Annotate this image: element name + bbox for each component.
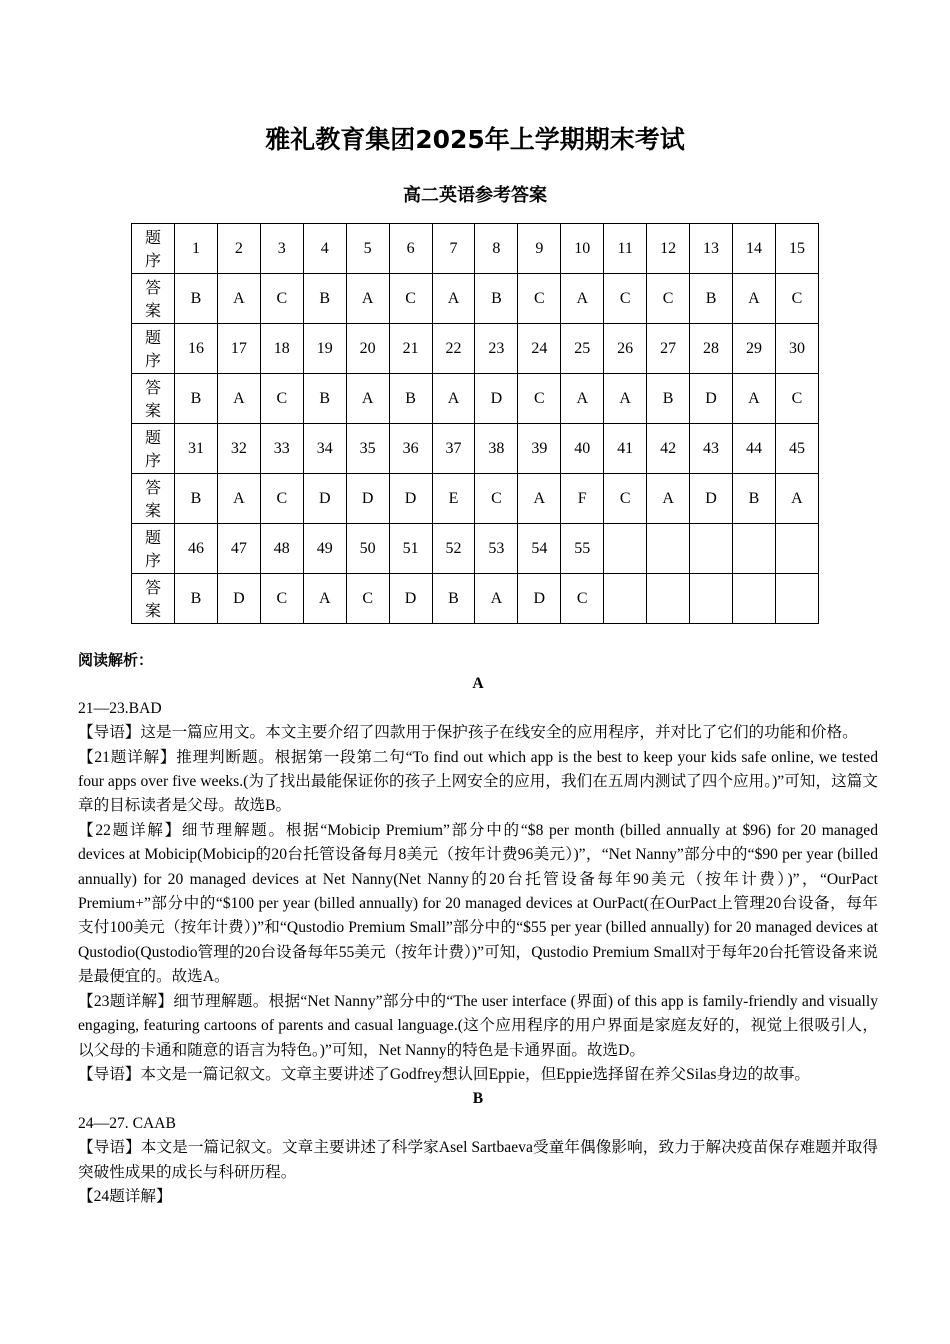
answer-cell: C <box>389 274 432 324</box>
answer-cell: B <box>175 374 218 424</box>
answer-cell: C <box>260 474 303 524</box>
question-number-cell: 19 <box>303 324 346 374</box>
page-subtitle: 高二英语参考答案 <box>403 185 547 206</box>
question-number-cell: 12 <box>647 224 690 274</box>
question-number-cell <box>775 524 818 574</box>
question-number-cell: 38 <box>475 424 518 474</box>
question-number-label <box>132 524 175 574</box>
section-a-label: A <box>472 675 484 693</box>
question-number-cell: 16 <box>175 324 218 374</box>
answer-label <box>132 474 175 524</box>
answer-cell: A <box>346 274 389 324</box>
question-number-cell: 34 <box>303 424 346 474</box>
answer-label <box>132 374 175 424</box>
answer-cell: C <box>260 574 303 624</box>
answer-cell: C <box>518 274 561 324</box>
label-char: 序 <box>144 250 161 270</box>
answer-label <box>132 274 175 324</box>
answer-cell: D <box>217 574 260 624</box>
answer-cell: C <box>604 274 647 324</box>
answer-cell: C <box>518 374 561 424</box>
question-number-cell: 20 <box>346 324 389 374</box>
answer-row <box>132 574 819 624</box>
answer-cell: D <box>303 474 346 524</box>
question-number-row <box>132 424 819 474</box>
answer-cell: A <box>518 474 561 524</box>
answer-label <box>132 574 175 624</box>
answer-cell <box>775 574 818 624</box>
answer-cell: A <box>561 274 604 324</box>
question-number-cell: 22 <box>432 324 475 374</box>
question-number-label <box>132 224 175 274</box>
question-number-cell: 9 <box>518 224 561 274</box>
question-number-cell: 45 <box>775 424 818 474</box>
answer-cell: A <box>561 374 604 424</box>
section-b-intro: 【导语】本文是一篇记叙文。文章主要讲述了科学家Asel Sartbaeva受童年偶像影响，致力于解决疫苗保存难题并取得突破性成果的成长与科研历程。 <box>78 1139 878 1181</box>
answer-cell: B <box>303 274 346 324</box>
question-number-cell: 54 <box>518 524 561 574</box>
question-number-cell: 44 <box>732 424 775 474</box>
answer-row <box>132 374 819 424</box>
q23-explanation: 【23题详解】细节理解题。根据“Net Nanny”部分中的“The user interface (界面) of this app is family-friendly and visually engaging, featuring cartoons of parents and casual language.(这个应用程序的用户界面是家庭友好的，视觉上很吸引人，以父母的卡通和随意的语言为特色。)”可知，Net Nanny的特色是卡通界面。故选D。 <box>78 992 878 1059</box>
question-number-cell: 47 <box>217 524 260 574</box>
label-char: 案 <box>144 600 161 620</box>
answer-cell: B <box>690 274 733 324</box>
answer-cell: A <box>432 274 475 324</box>
question-number-cell: 14 <box>732 224 775 274</box>
answer-cell: C <box>604 474 647 524</box>
answer-cell: B <box>647 374 690 424</box>
answer-cell: C <box>260 374 303 424</box>
question-number-cell: 55 <box>561 524 604 574</box>
question-number-cell: 33 <box>260 424 303 474</box>
answer-cell <box>690 574 733 624</box>
question-number-cell <box>604 524 647 574</box>
analysis-section <box>78 648 878 1209</box>
answer-cell: D <box>475 374 518 424</box>
question-number-row <box>132 324 819 374</box>
section-b-answers: 24—27. CAAB <box>78 1114 176 1132</box>
answer-cell: A <box>303 574 346 624</box>
question-number-cell <box>690 524 733 574</box>
answer-cell: A <box>732 374 775 424</box>
question-number-cell: 10 <box>561 224 604 274</box>
label-char: 案 <box>144 500 161 520</box>
answer-cell: C <box>346 574 389 624</box>
answer-cell: E <box>432 474 475 524</box>
answer-cell: A <box>346 374 389 424</box>
question-number-cell: 49 <box>303 524 346 574</box>
question-number-cell: 18 <box>260 324 303 374</box>
question-number-cell: 46 <box>175 524 218 574</box>
question-number-cell: 48 <box>260 524 303 574</box>
q22-explanation: 【22题详解】细节理解题。根据“Mobicip Premium”部分中的“$8 per month (billed annually at $96) for 20 managed devices at Mobicip(Mobicip的20台托管设备每月8美元（按年计费96美元）)”，“Net Nanny”部分中的“$90 per year (billed annually) for 20 managed devices at Net Nanny(Net Nanny的20台托管设备每年90美元（按年计费）)”，“OurPact Premium+”部分中的“$100 per year (billed annually) for 20 managed devices at OurPact(在OurPact上管理20台设备，每年支付100美元（按年计费）)”和“Qustodio Premium Small”部分中的“$55 per year (billed annually) for 20 managed devices at Qustodio(Qustodio管理的20台设备每年55美元（按年计费）)”可知，Qustodio Premium Small对于每年20台托管设备来说是最便宜的。故选A。 <box>78 821 878 986</box>
section-a-extra-intro: 【导语】本文是一篇记叙文。文章主要讲述了Godfrey想认回Eppie，但Eppie选择留在养父Silas身边的故事。 <box>78 1065 811 1083</box>
question-number-cell: 27 <box>647 324 690 374</box>
page-title: 雅礼教育集团2025年上学期期末考试 <box>265 125 685 154</box>
answer-cell: C <box>260 274 303 324</box>
label-char: 案 <box>144 300 161 320</box>
answer-cell: A <box>732 274 775 324</box>
answer-cell <box>732 574 775 624</box>
answer-cell: B <box>175 574 218 624</box>
answer-cell: A <box>217 374 260 424</box>
label-char: 题 <box>144 227 161 247</box>
analysis-heading: 阅读解析： <box>78 651 154 669</box>
question-number-cell: 31 <box>175 424 218 474</box>
answer-cell: A <box>217 474 260 524</box>
question-number-row <box>132 524 819 574</box>
label-char: 题 <box>144 527 161 547</box>
answer-cell: D <box>389 474 432 524</box>
question-number-cell: 21 <box>389 324 432 374</box>
answer-cell: A <box>432 374 475 424</box>
answer-cell <box>604 574 647 624</box>
question-number-cell: 32 <box>217 424 260 474</box>
answer-cell: D <box>690 374 733 424</box>
question-number-cell: 51 <box>389 524 432 574</box>
label-char: 答 <box>144 577 161 597</box>
question-number-cell: 2 <box>217 224 260 274</box>
answer-cell: A <box>217 274 260 324</box>
question-number-cell: 24 <box>518 324 561 374</box>
section-a-intro: 【导语】这是一篇应用文。本文主要介绍了四款用于保护孩子在线安全的应用程序，并对比了它们的功能和价格。 <box>78 724 858 742</box>
question-number-cell: 3 <box>260 224 303 274</box>
question-number-cell: 43 <box>690 424 733 474</box>
answer-cell: D <box>518 574 561 624</box>
question-number-cell: 7 <box>432 224 475 274</box>
answer-cell: D <box>690 474 733 524</box>
question-number-cell <box>732 524 775 574</box>
question-number-cell: 4 <box>303 224 346 274</box>
question-number-cell: 11 <box>604 224 647 274</box>
question-number-cell: 35 <box>346 424 389 474</box>
question-number-cell: 40 <box>561 424 604 474</box>
label-char: 序 <box>144 550 161 570</box>
answer-cell: B <box>303 374 346 424</box>
section-b-label: B <box>472 1090 484 1108</box>
question-number-cell: 29 <box>732 324 775 374</box>
answer-cell: F <box>561 474 604 524</box>
label-char: 答 <box>144 277 161 297</box>
question-number-cell: 50 <box>346 524 389 574</box>
question-number-cell: 41 <box>604 424 647 474</box>
question-number-cell: 23 <box>475 324 518 374</box>
answer-cell: A <box>647 474 690 524</box>
label-char: 答 <box>144 377 161 397</box>
label-char: 题 <box>144 327 161 347</box>
label-char: 答 <box>144 477 161 497</box>
label-char: 序 <box>144 450 161 470</box>
answer-cell <box>647 574 690 624</box>
label-char: 序 <box>144 350 161 370</box>
question-number-cell: 52 <box>432 524 475 574</box>
answer-cell: C <box>775 274 818 324</box>
answer-table <box>131 223 819 624</box>
question-number-cell: 5 <box>346 224 389 274</box>
question-number-cell: 30 <box>775 324 818 374</box>
question-number-cell: 26 <box>604 324 647 374</box>
answer-cell: C <box>561 574 604 624</box>
section-a-answers: 21—23.BAD <box>78 699 162 717</box>
question-number-cell <box>647 524 690 574</box>
q21-explanation: 【21题详解】推理判断题。根据第一段第二句“To find out which app is the best to keep your kids safe online, we tested four apps over five weeks.(为了找出最能保证你的孩子上网安全的应用，我们在五周内测试了四个应用。)”可知，这篇文章的目标读者是父母。故选B。 <box>78 748 878 815</box>
answer-row <box>132 474 819 524</box>
question-number-cell: 36 <box>389 424 432 474</box>
answer-cell: D <box>389 574 432 624</box>
question-number-row <box>132 224 819 274</box>
label-char: 题 <box>144 427 161 447</box>
answer-cell: D <box>346 474 389 524</box>
answer-cell: B <box>389 374 432 424</box>
answer-cell: B <box>175 474 218 524</box>
question-number-cell: 28 <box>690 324 733 374</box>
question-number-cell: 39 <box>518 424 561 474</box>
question-number-cell: 8 <box>475 224 518 274</box>
question-number-cell: 15 <box>775 224 818 274</box>
question-number-cell: 53 <box>475 524 518 574</box>
q24-explanation: 【24题详解】 <box>78 1187 172 1205</box>
answer-cell: C <box>775 374 818 424</box>
answer-cell: A <box>775 474 818 524</box>
label-char: 案 <box>144 400 161 420</box>
question-number-cell: 25 <box>561 324 604 374</box>
question-number-cell: 42 <box>647 424 690 474</box>
answer-cell: B <box>432 574 475 624</box>
answer-cell: B <box>732 474 775 524</box>
answer-cell: B <box>175 274 218 324</box>
answer-cell: B <box>475 274 518 324</box>
answer-cell: A <box>604 374 647 424</box>
question-number-cell: 6 <box>389 224 432 274</box>
question-number-label <box>132 324 175 374</box>
question-number-cell: 37 <box>432 424 475 474</box>
question-number-label <box>132 424 175 474</box>
answer-cell: A <box>475 574 518 624</box>
question-number-cell: 13 <box>690 224 733 274</box>
answer-cell: C <box>475 474 518 524</box>
answer-row <box>132 274 819 324</box>
answer-cell: C <box>647 274 690 324</box>
question-number-cell: 1 <box>175 224 218 274</box>
question-number-cell: 17 <box>217 324 260 374</box>
